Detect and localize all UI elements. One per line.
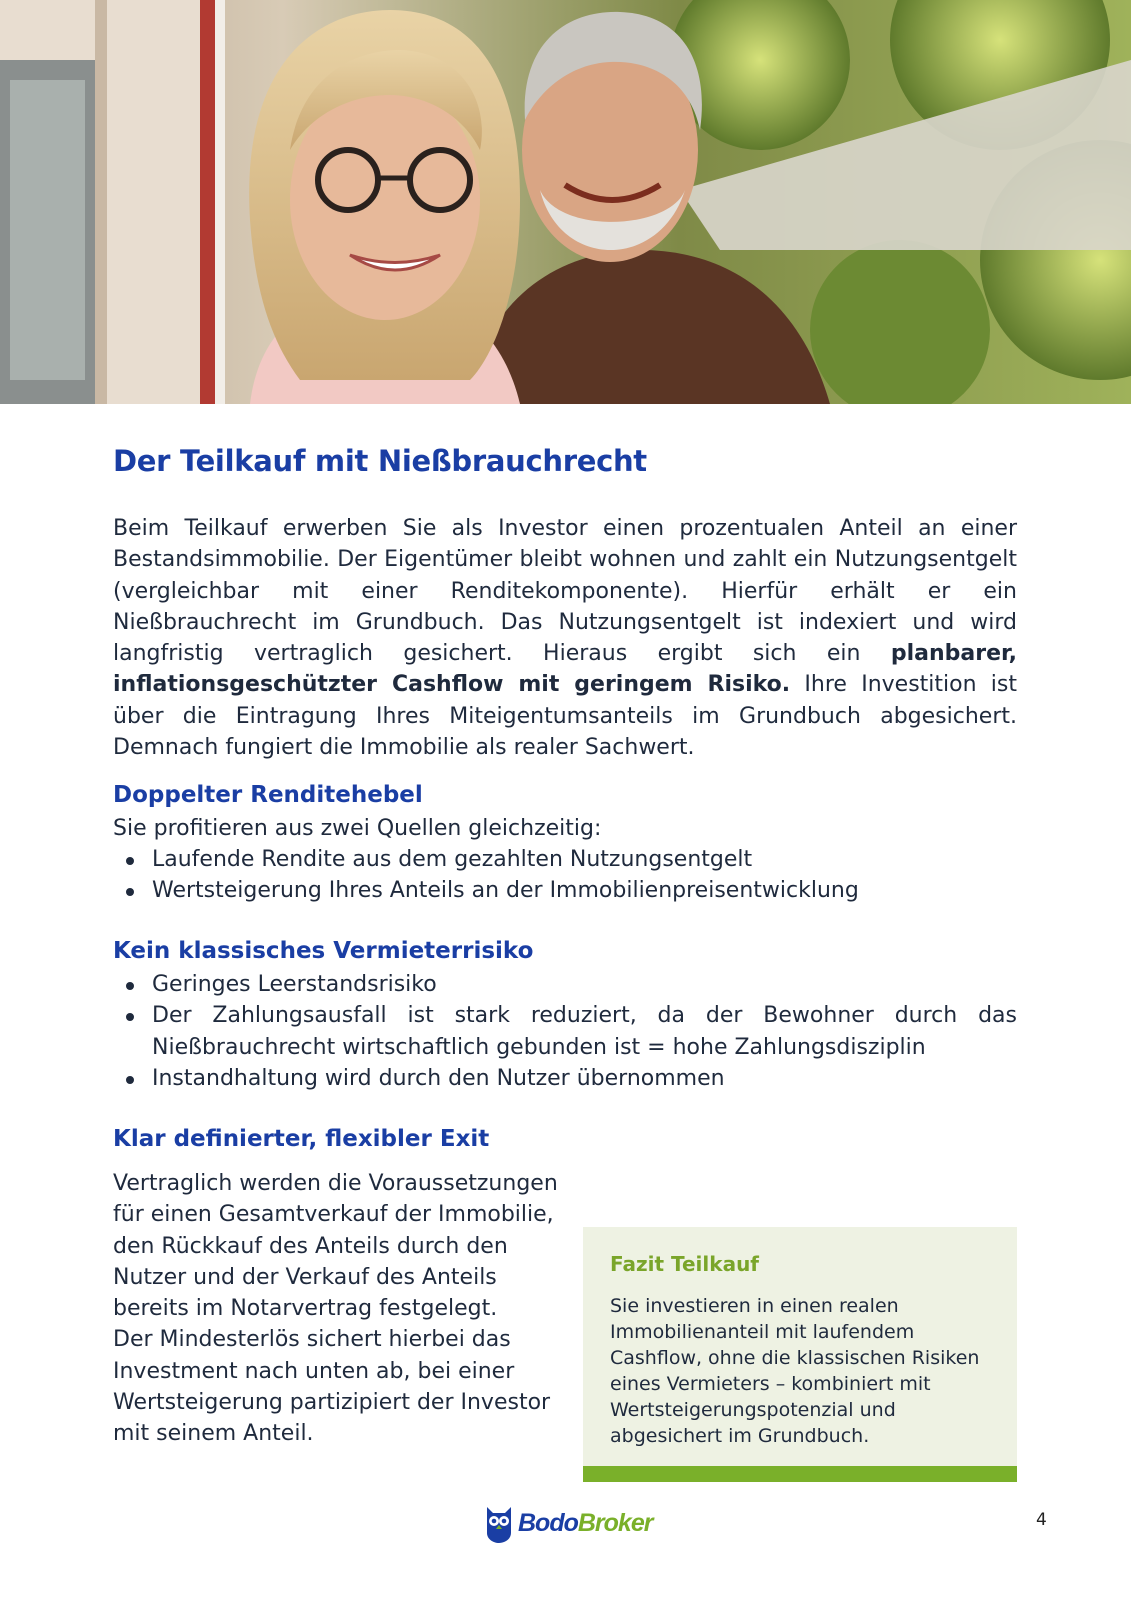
exit-paragraph-1: Vertraglich werden die Voraussetzungen für einen Gesamtverkauf der Immobilie, den Rückkauf des Anteils durch den Nutzer und der Verkauf des Anteils bereits im Notarvertrag festgelegt. bbox=[113, 1171, 558, 1322]
exit-paragraph bbox=[113, 1168, 563, 1450]
section-lead-renditehebel: Sie profitieren aus zwei Quellen gleichzeitig: bbox=[113, 816, 602, 841]
fazit-title: Fazit Teilkauf bbox=[610, 1252, 760, 1276]
section-heading-vermieterrisiko: Kein klassisches Vermieterrisiko bbox=[113, 938, 534, 964]
intro-text-bold: planbarer, inflationsgeschützter Cashflow mit geringem Risiko. bbox=[113, 641, 1017, 698]
page-number: 4 bbox=[1036, 1510, 1047, 1530]
intro-text-part2: Ihre Investition ist über die Eintragung Ihres Miteigentumsanteils im Grundbuch abgesichert. Demnach fungiert die Immobilie als realer Sachwert. bbox=[113, 672, 1017, 761]
intro-paragraph bbox=[113, 513, 1017, 763]
list-item: Instandhaltung wird durch den Nutzer übernommen bbox=[113, 1063, 1017, 1094]
fazit-box bbox=[583, 1227, 1017, 1482]
list-item: Laufende Rendite aus dem gezahlten Nutzungsentgelt bbox=[113, 844, 1017, 875]
hero-photo bbox=[0, 0, 1131, 404]
intro-text-part1: Beim Teilkauf erwerben Sie als Investor einen prozentualen Anteil an einer Bestandsimmobilie. Der Eigentümer bleibt wohnen und zahlt ein Nutzungsentgelt (vergleichbar mit einer Renditekomponente). Hierfür erhält er ein Nießbrauchrecht im Grundbuch. Das Nutzungsentgelt ist indexiert und wird langfristig vertraglich gesichert. Hieraus ergibt sich ein bbox=[113, 516, 1017, 667]
page-title: Der Teilkauf mit Nießbrauchrecht bbox=[113, 444, 647, 478]
list-item: Der Zahlungsausfall ist stark reduziert, da der Bewohner durch das Nießbrauchrecht wirtschaftlich gebunden ist = hohe Zahlungsdisziplin bbox=[113, 1000, 1017, 1063]
couple-photo bbox=[0, 0, 1131, 404]
bodobroker-logo bbox=[484, 1503, 652, 1543]
logo-broker-text: Broker bbox=[577, 1508, 653, 1537]
owl-icon bbox=[484, 1503, 514, 1543]
section-heading-renditehebel: Doppelter Renditehebel bbox=[113, 782, 423, 808]
exit-paragraph-2: Der Mindesterlös sichert hierbei das Investment nach unten ab, bei einer Wertsteigerung partizipiert der Investor mit seinem Anteil. bbox=[113, 1327, 551, 1447]
section-heading-exit: Klar definierter, flexibler Exit bbox=[113, 1126, 490, 1152]
fazit-text: Sie investieren in einen realen Immobilienanteil mit laufendem Cashflow, ohne die klassischen Risiken eines Vermieters – kombiniert mit Wertsteigerungspotenzial und abgesichert im Grundbuch. bbox=[610, 1295, 980, 1447]
logo-wordmark bbox=[518, 1509, 652, 1538]
fazit-accent-bar bbox=[583, 1466, 1017, 1482]
list-item: Geringes Leerstandsrisiko bbox=[113, 969, 1017, 1000]
bullet-list-vermieterrisiko bbox=[113, 969, 1017, 1094]
list-item: Wertsteigerung Ihres Anteils an der Immobilienpreisentwicklung bbox=[113, 875, 1017, 906]
bullet-list-renditehebel bbox=[113, 844, 1017, 907]
logo-bodo-text: Bodo bbox=[518, 1508, 578, 1537]
